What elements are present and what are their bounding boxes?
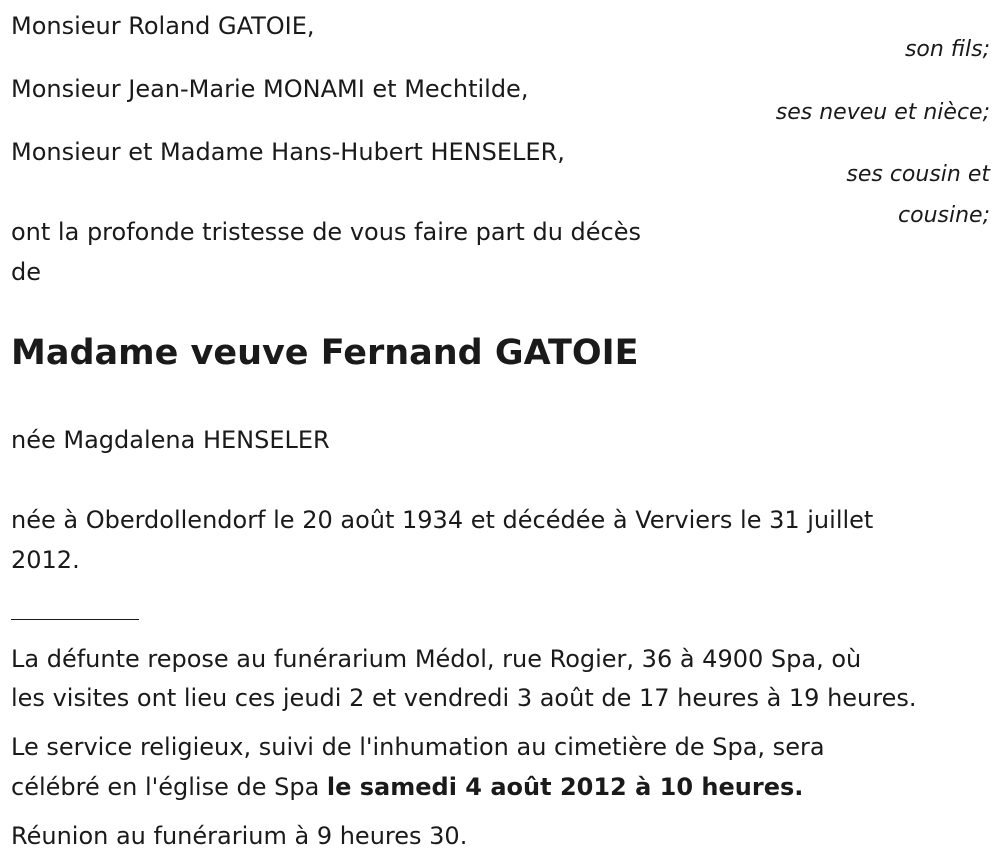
family-relation-3-line2: cousine; <box>898 203 990 228</box>
deceased-birth-name: née Magdalena HENSELER <box>11 426 330 454</box>
service-line2 <box>11 767 803 807</box>
announcement-line2: de <box>11 258 41 286</box>
family-relation-2: ses neveu et nièce; <box>775 100 990 125</box>
announcement-line1: ont la profonde tristesse de vous faire part du décès <box>11 218 641 246</box>
deceased-dates-line2: 2012. <box>11 546 80 574</box>
service-line2-text: célébré en l'église de Spa <box>11 773 327 801</box>
family-name-1: Monsieur Roland GATOIE, <box>11 12 315 40</box>
family-name-2: Monsieur Jean-Marie MONAMI et Mechtilde, <box>11 75 529 103</box>
deceased-dates-line1: née à Oberdollendorf le 20 août 1934 et décédée à Verviers le 31 juillet <box>11 506 874 534</box>
separator <box>11 619 139 620</box>
meeting-line: Réunion au funérarium à 9 heures 30. <box>11 822 468 850</box>
family-relation-1: son fils; <box>904 37 990 62</box>
service-line1: Le service religieux, suivi de l'inhumation au cimetière de Spa, sera <box>11 733 825 761</box>
family-name-3: Monsieur et Madame Hans-Hubert HENSELER, <box>11 138 565 166</box>
visit-line1: La défunte repose au funérarium Médol, rue Rogier, 36 à 4900 Spa, où <box>11 645 862 673</box>
service-date-emphasis: le samedi 4 août 2012 à 10 heures. <box>326 773 804 801</box>
visit-line2: les visites ont lieu ces jeudi 2 et vendredi 3 août de 17 heures à 19 heures. <box>11 684 917 712</box>
deceased-name: Madame veuve Fernand GATOIE <box>11 333 639 373</box>
family-relation-3-line1: ses cousin et <box>846 162 990 187</box>
